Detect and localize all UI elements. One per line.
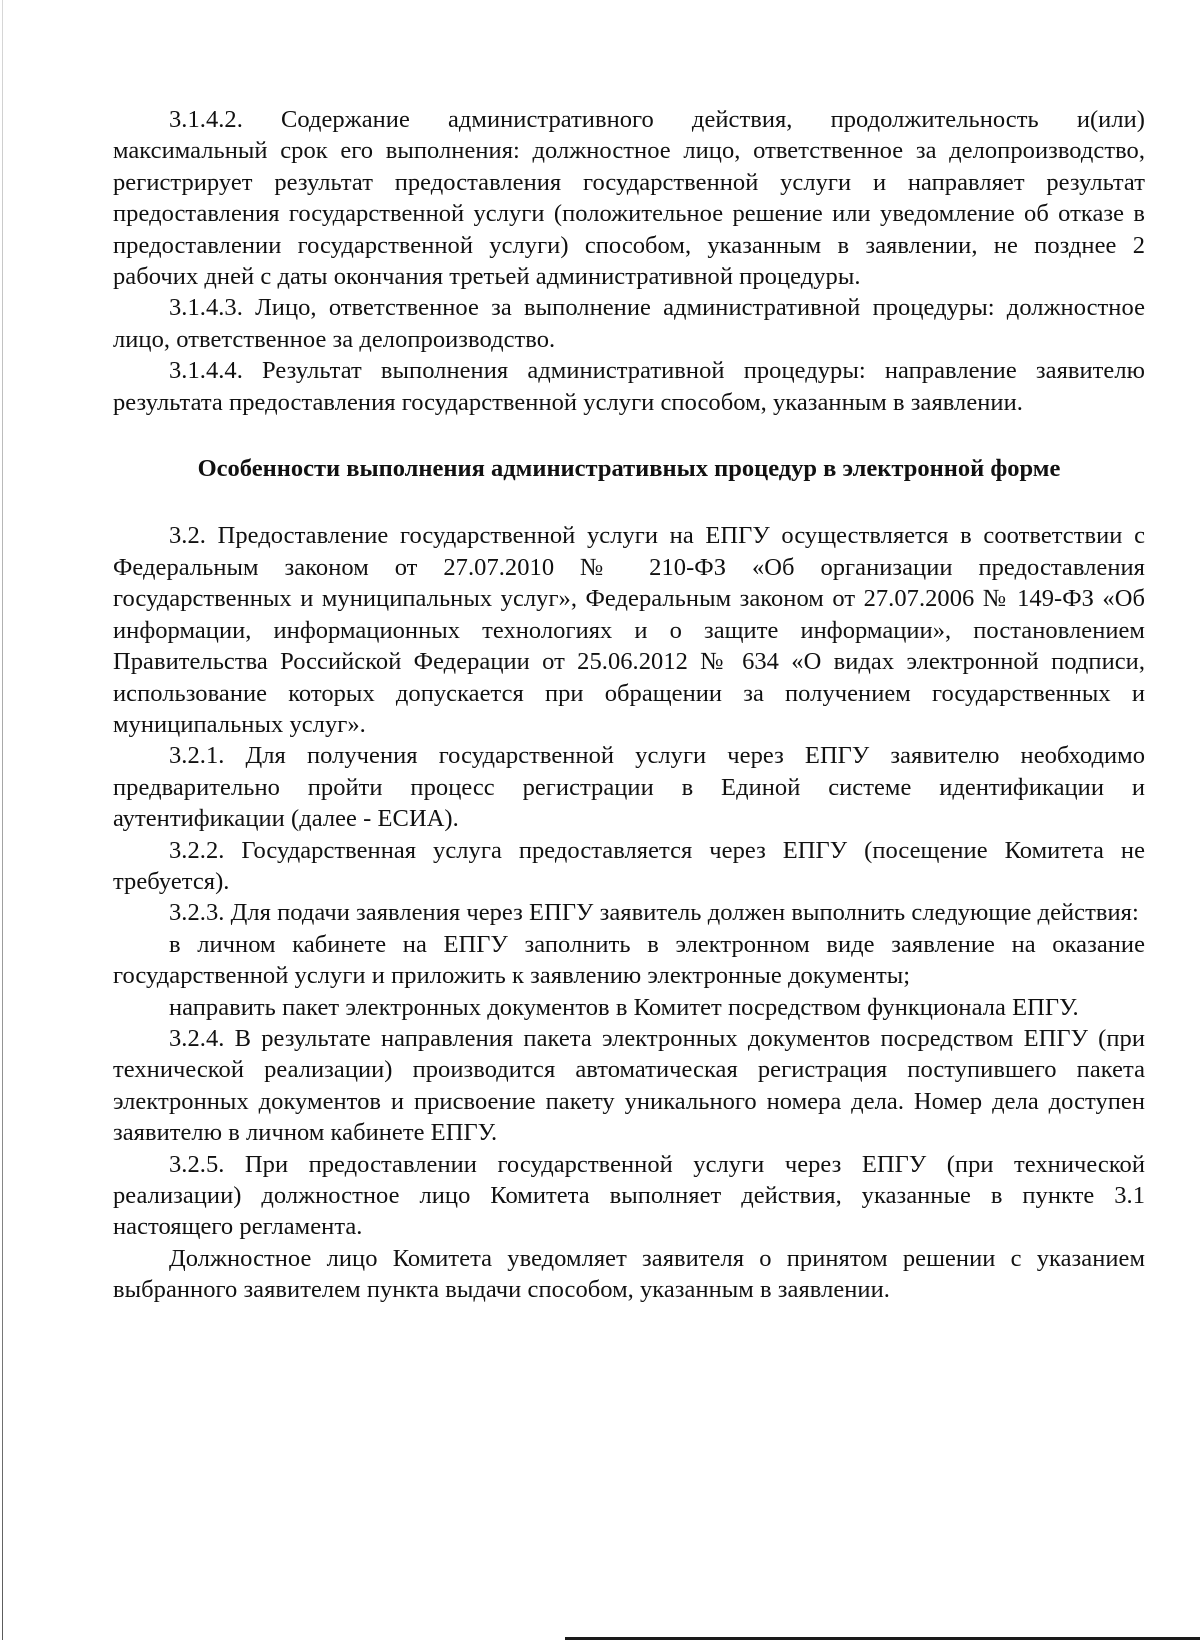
paragraph-3-2: 3.2. Предоставление государственной услуги на ЕПГУ осуществляется в соответствии с Федеральным законом от 27.07.2010 № 210-ФЗ «Об организации предоставления государственных и муниципальных услуг», Федеральным законом от 27.07.2006 № 149-ФЗ «Об информации, информационных технологиях и о защите информации», постановлением Правительства Российской Федерации от 25.06.2012 № 634 «О видах электронной подписи, использование которых допускается при обращении за получением государственных и муниципальных услуг».	[113, 522, 1145, 738]
paragraph-3-2-3: 3.2.3. Для подачи заявления через ЕПГУ заявитель должен выполнить следующие действия:	[169, 899, 1139, 927]
document-page	[113, 104, 1145, 1306]
paragraph-3-1-4-2: 3.1.4.2. Содержание административного действия, продолжительность и(или) максимальный срок его выполнения: должностное лицо, ответственное за делопроизводство, регистрирует результат предоставления государственной услуги и направляет результат предоставления государственной услуги (положительное решение или уведомление об отказе в предоставлении государственной услуги) способом, указанным в заявлении, не позднее 2 рабочих дней с даты окончания третьей административной процедуры.	[113, 106, 1145, 291]
paragraph-3-1-4-4: 3.1.4.4. Результат выполнения административной процедуры: направление заявителю результата предоставления государственной услуги способом, указанным в заявлении.	[113, 357, 1145, 416]
paragraph-3-2-5: 3.2.5. При предоставлении государственной услуги через ЕПГУ (при технической реализации) должностное лицо Комитета выполняет действия, указанные в пункте 3.1 настоящего регламента.	[113, 1150, 1145, 1241]
paragraph-3-1-4-3: 3.1.4.3. Лицо, ответственное за выполнение административной процедуры: должностное лицо, ответственное за делопроизводство.	[113, 294, 1145, 353]
list-item-send-package: направить пакет электронных документов в Комитет посредством функционала ЕПГУ.	[169, 993, 1079, 1021]
paragraph-3-2-1: 3.2.1. Для получения государственной услуги через ЕПГУ заявителю необходимо предварительно пройти процесс регистрации в Единой системе идентификации и аутентификации (далее - ЕСИА).	[113, 742, 1145, 833]
scan-left-edge	[2, 0, 3, 1640]
paragraph-3-2-4: 3.2.4. В результате направления пакета электронных документов посредством ЕПГУ (при технической реализации) производится автоматическая регистрация поступившего пакета электронных документов и присвоение пакету уникального номера дела. Номер дела доступен заявителю в личном кабинете ЕПГУ.	[113, 1024, 1145, 1147]
paragraph-notification: Должностное лицо Комитета уведомляет заявителя о принятом решении с указанием выбранного заявителем пункта выдачи способом, указанным в заявлении.	[113, 1244, 1145, 1304]
section-heading: Особенности выполнения административных процедур в электронной форме	[197, 455, 1061, 483]
list-item-fill-application: в личном кабинете на ЕПГУ заполнить в электронном виде заявление на оказание государственной услуги и приложить к заявлению электронные документы;	[113, 930, 1145, 990]
paragraph-3-2-2: 3.2.2. Государственная услуга предоставляется через ЕПГУ (посещение Комитета не требуется).	[113, 836, 1145, 895]
